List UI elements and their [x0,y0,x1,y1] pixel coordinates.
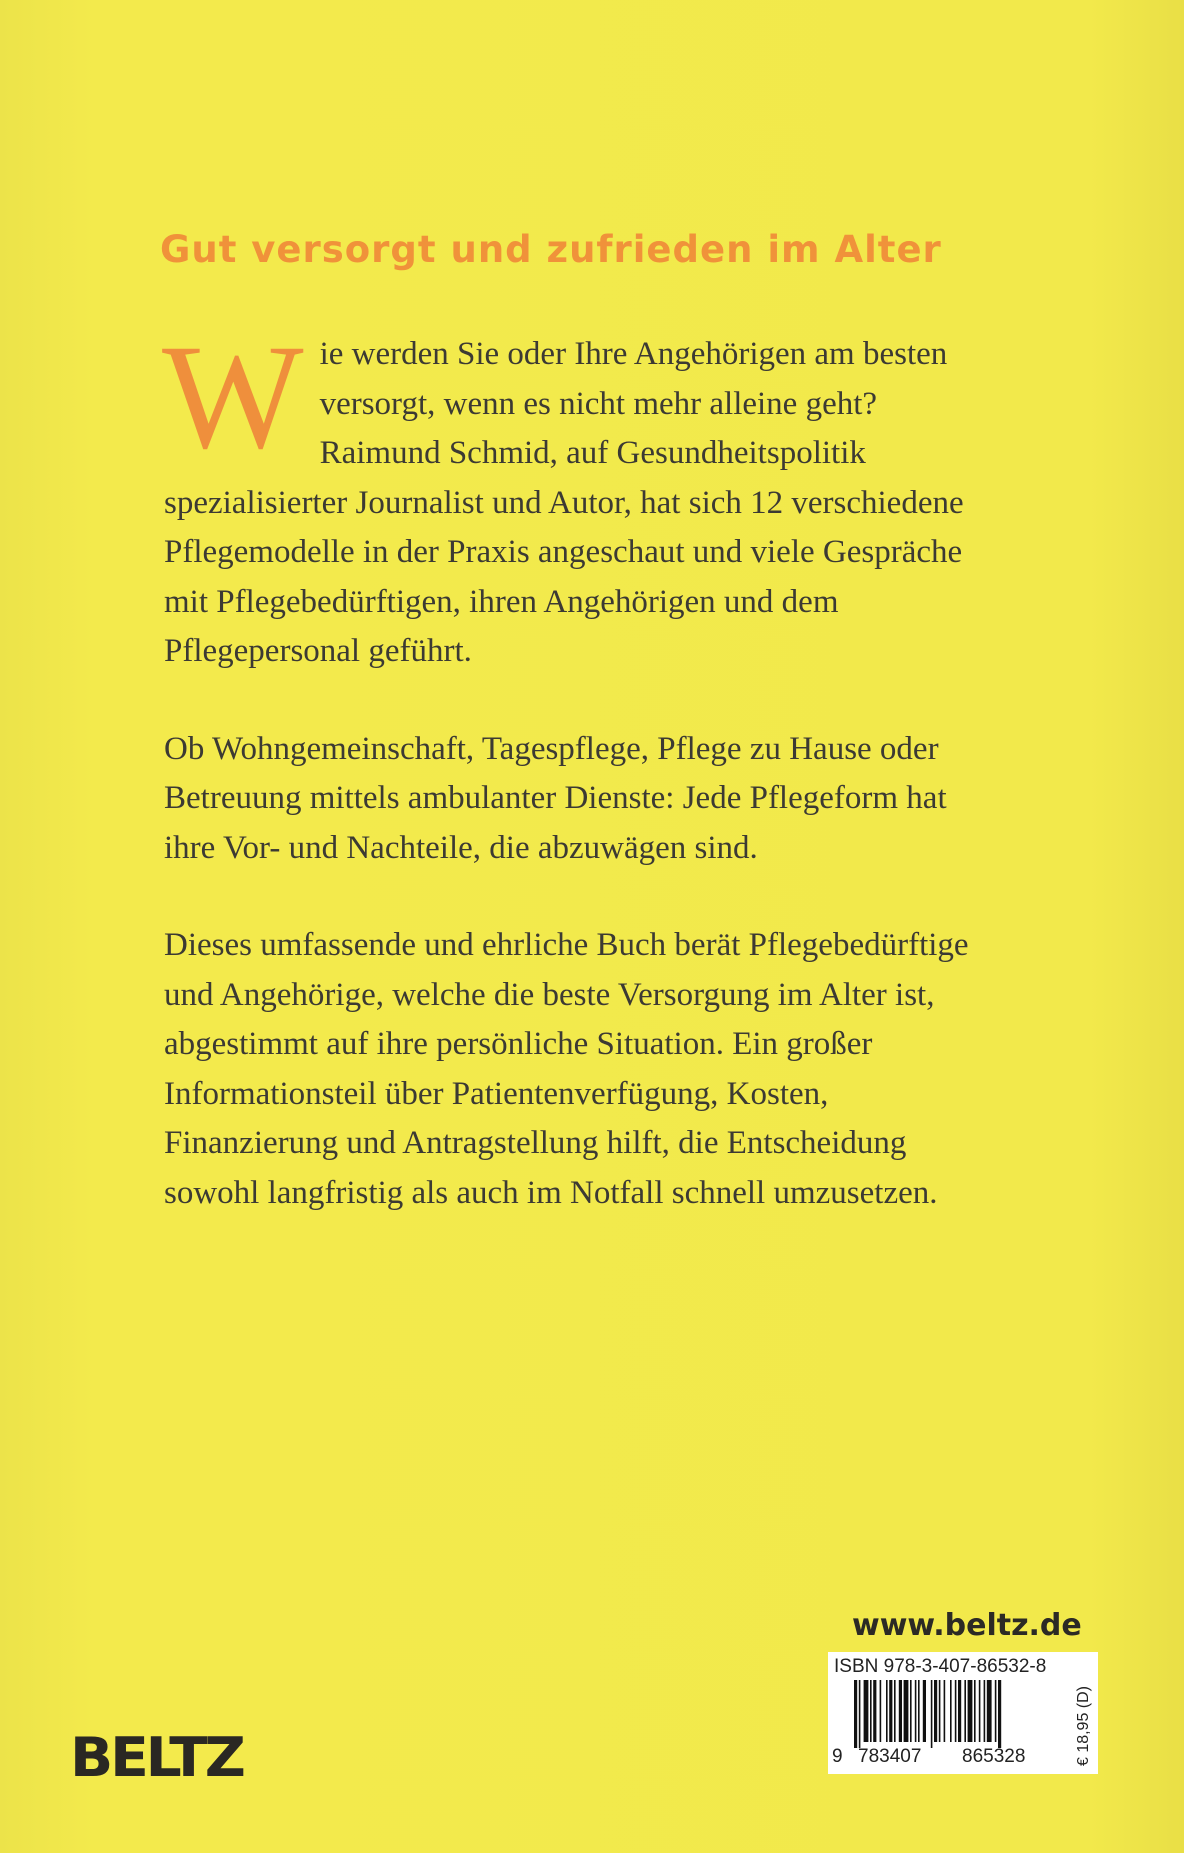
price-text: € 18,95 (D) [1075,1685,1092,1767]
barcode-bar [950,1680,952,1742]
barcode-digits-left: 783407 [858,1746,922,1767]
barcode-bar [979,1680,981,1742]
barcode-bar [870,1680,872,1742]
barcode-bar [987,1680,992,1742]
barcode-bar [899,1680,902,1742]
barcode-bar [894,1680,896,1742]
price-tag [1072,1682,1096,1770]
barcode-bar [864,1680,869,1742]
publisher-website[interactable]: www.beltz.de [852,1608,1082,1643]
barcode-bar [939,1680,941,1742]
isbn-number: ISBN 978-3-407-86532-8 [834,1656,1047,1677]
barcode-bar [958,1680,961,1742]
barcode-bar [910,1680,912,1742]
barcode-bar [915,1680,917,1742]
barcode-bar [918,1680,920,1742]
barcode-bar [923,1680,926,1742]
barcode-bar [968,1680,973,1742]
barcode-bar [880,1680,882,1742]
barcode-bar [931,1680,933,1748]
barcode-bar [886,1680,888,1742]
paragraph-3: Dieses umfassende und ehrliche Buch berät Pflegebedürftige und Angehörige, welche die beste Versorgung im Alter ist, abgestimmt auf ihre persönliche Situation. Ein großer Informationsteil über Patientenverfügung, Kosten, Finanzierung und Antragstellung hilft, die Entscheidung sowohl langfristig als auch im Notfall schnell umzusetzen. [164,927,969,1211]
barcode-bar [974,1680,976,1742]
paragraph-2: Ob Wohngemeinschaft, Tagespflege, Pflege zu Hause oder Betreuung mittels ambulanter Dienste: Jede Pflegeform hat ihre Vor- und Nachteile, die abzuwägen sind. [164,730,947,866]
barcode-lead-digit: 9 [832,1746,843,1767]
barcode-bar [944,1680,946,1742]
barcode-bar [889,1680,892,1742]
barcode-label [828,1652,1098,1774]
drop-cap: W [162,314,304,480]
barcode-bar [998,1680,1001,1748]
paragraph-1-text: ie werden Sie oder Ihre Angehörigen am besten versorgt, wenn es nicht mehr alleine geht? Raimund Schmid, auf Gesundheitspolitik spezialisierter Journalist und Autor, hat sich 12 verschiedene Pflegemodelle in der Praxis angeschaut und viele Gespräche mit Pflegebedürftigen, ihren Angehörigen und dem Pflegepersonal geführt. [164,336,964,669]
blurb [162,314,1004,1266]
barcode-bar [955,1680,957,1742]
publisher-logo: BELTZ [70,1726,243,1789]
barcode-bar [995,1680,997,1742]
barcode-digits-right: 865328 [962,1746,1026,1767]
barcode-bar [854,1680,857,1748]
barcode-bar [984,1680,986,1742]
barcode-bar [859,1680,861,1748]
paragraph-1 [162,314,1004,677]
barcode-icon [828,1680,1072,1748]
headline: Gut versorgt und zufrieden im Alter [160,228,942,271]
barcode-bar [934,1680,937,1742]
barcode-bar [904,1680,909,1742]
barcode-bar [964,1680,966,1742]
barcode-bar [873,1680,876,1742]
